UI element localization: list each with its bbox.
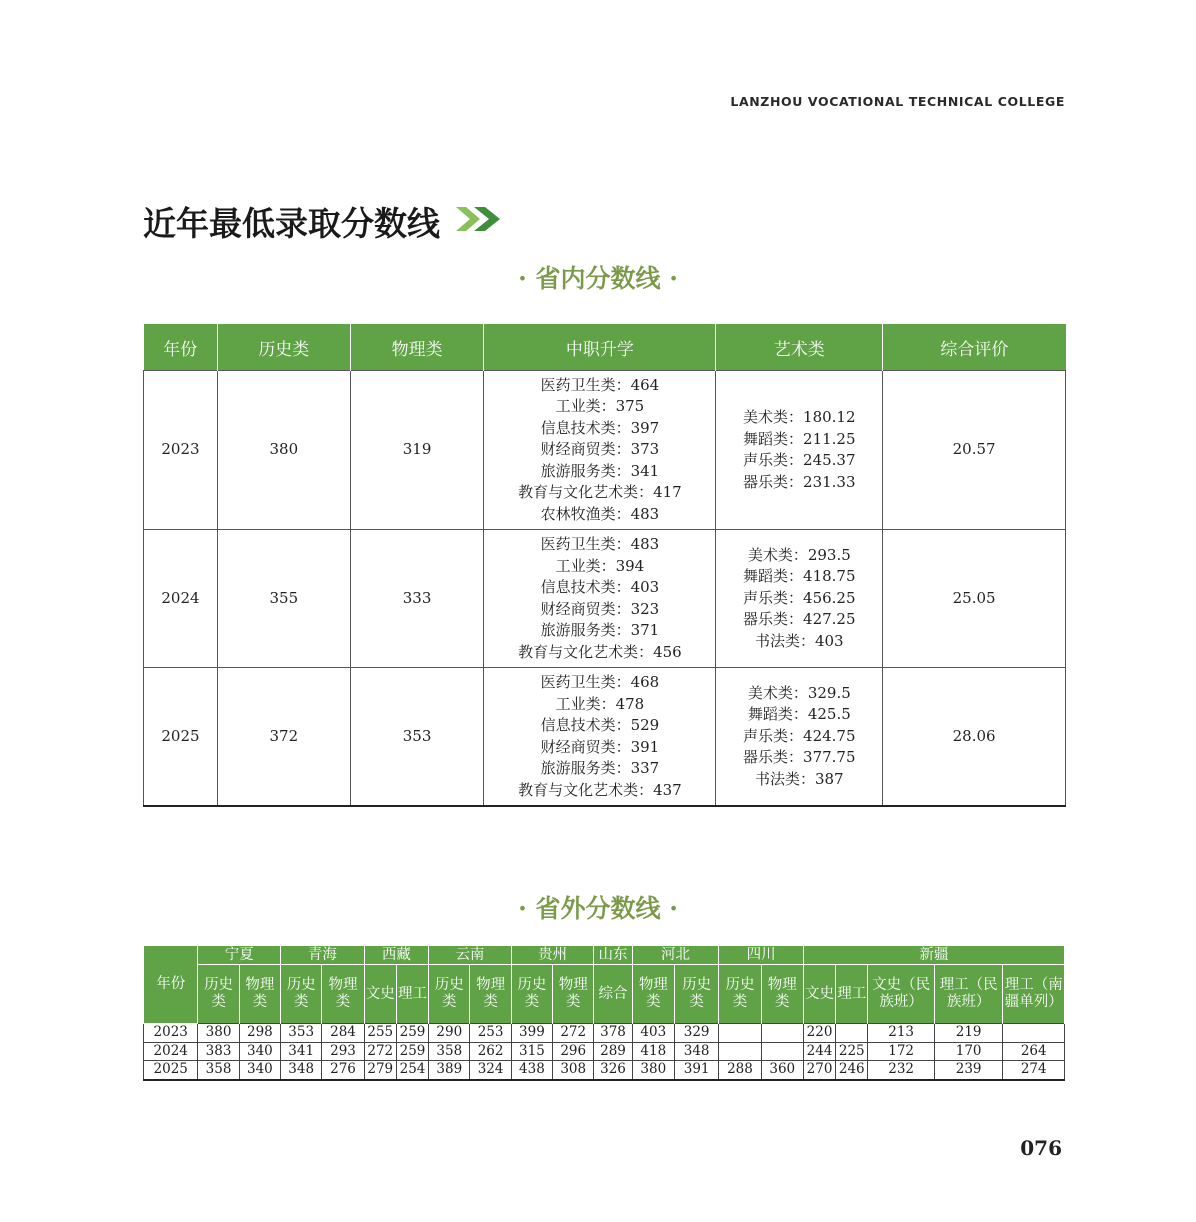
- vocational-score-line: 医药卫生类：483: [540, 535, 660, 553]
- category-header: 理工: [836, 965, 868, 1024]
- physics-score-cell: 319: [350, 371, 484, 530]
- table-row: [144, 1024, 1065, 1043]
- vocational-score-line: 教育与文化艺术类：456: [518, 642, 682, 661]
- vocational-score-line: 旅游服务类：341: [540, 461, 660, 480]
- page-number: 076: [1020, 1136, 1062, 1160]
- category-header: 文史: [364, 965, 396, 1024]
- vocational-score-line: 工业类：478: [555, 694, 645, 713]
- col-header-physics: 物理类: [350, 324, 484, 371]
- vocational-scores-cell: [484, 371, 716, 530]
- vocational-score-line: 财经商贸类：373: [540, 440, 660, 459]
- art-scores-cell: [716, 371, 883, 530]
- out-province-score-table: [143, 946, 1065, 1081]
- score-cell: 329: [674, 1024, 718, 1043]
- art-score-line: 美术类：180.12: [743, 408, 856, 426]
- art-score-line: 器乐类：231.33: [743, 472, 856, 491]
- score-cell: 213: [868, 1024, 935, 1043]
- score-cell: 172: [868, 1042, 935, 1061]
- score-cell: 220: [803, 1024, 835, 1043]
- score-cell: 262: [470, 1042, 511, 1061]
- category-header: 历史类: [198, 965, 239, 1024]
- col-header-history: 历史类: [217, 324, 350, 371]
- table-row: [144, 668, 1066, 807]
- score-cell: 272: [553, 1024, 594, 1043]
- province-header: 贵州: [511, 946, 594, 965]
- year-cell: 2023: [144, 1024, 198, 1043]
- province-header: 云南: [429, 946, 512, 965]
- score-cell: 340: [239, 1042, 280, 1061]
- score-cell: 438: [511, 1061, 552, 1080]
- score-cell: 358: [429, 1042, 470, 1061]
- province-header: 青海: [281, 946, 365, 965]
- vocational-scores-cell: [484, 530, 716, 668]
- score-cell: 348: [281, 1061, 322, 1080]
- col-header-year: 年份: [144, 946, 198, 1024]
- vocational-score-line: 医药卫生类：464: [540, 375, 660, 394]
- score-cell: [719, 1024, 761, 1043]
- score-cell: 296: [553, 1042, 594, 1061]
- double-chevron-right-icon: [456, 202, 502, 241]
- comprehensive-score-cell: 25.05: [883, 530, 1066, 668]
- score-cell: 284: [322, 1024, 364, 1043]
- score-cell: 298: [239, 1024, 280, 1043]
- physics-score-cell: 353: [350, 668, 484, 807]
- page-title-text: 近年最低录取分数线: [143, 204, 440, 243]
- art-score-line: 舞蹈类：425.5: [747, 705, 851, 724]
- province-header: 河北: [632, 946, 719, 965]
- table-row: [144, 371, 1066, 530]
- category-header-row: [144, 965, 1065, 1024]
- vocational-score-line: 工业类：375: [555, 397, 645, 416]
- category-header: 理工: [396, 965, 428, 1024]
- score-cell: 290: [429, 1024, 470, 1043]
- vocational-score-line: 信息技术类：397: [540, 418, 660, 437]
- col-header-vocational: 中职升学: [484, 324, 716, 371]
- category-header: 物理类: [322, 965, 364, 1024]
- vocational-score-line: 教育与文化艺术类：437: [518, 780, 682, 799]
- col-header-comprehensive: 综合评价: [883, 324, 1066, 371]
- college-name-header: LANZHOU VOCATIONAL TECHNICAL COLLEGE: [730, 94, 1065, 109]
- score-cell: [719, 1042, 761, 1061]
- score-cell: 378: [594, 1024, 632, 1043]
- history-score-cell: 372: [217, 668, 350, 807]
- vocational-score-line: 财经商贸类：323: [540, 599, 660, 618]
- score-cell: 259: [396, 1024, 428, 1043]
- vocational-score-line: 教育与文化艺术类：417: [518, 483, 682, 502]
- out-province-table-body: [144, 1024, 1065, 1080]
- vocational-score-line: 农林牧渔类：483: [540, 504, 660, 523]
- score-cell: 360: [761, 1061, 803, 1080]
- art-score-line: 器乐类：377.75: [743, 748, 856, 767]
- vocational-score-line: 工业类：394: [555, 556, 645, 575]
- province-header: 西藏: [364, 946, 428, 965]
- score-cell: 358: [198, 1061, 239, 1080]
- year-cell: 2024: [144, 530, 218, 668]
- score-cell: 255: [364, 1024, 396, 1043]
- score-cell: 270: [803, 1061, 835, 1080]
- art-score-line: 美术类：329.5: [747, 683, 851, 702]
- score-cell: 254: [396, 1061, 428, 1080]
- art-score-line: 声乐类：245.37: [743, 451, 856, 469]
- history-score-cell: 355: [217, 530, 350, 668]
- score-cell: 225: [836, 1042, 868, 1061]
- score-cell: 264: [1003, 1042, 1065, 1061]
- category-header: 历史类: [511, 965, 552, 1024]
- score-cell: 340: [239, 1061, 280, 1080]
- score-cell: 246: [836, 1061, 868, 1080]
- art-score-line: 舞蹈类：211.25: [743, 429, 856, 448]
- province-header: 四川: [719, 946, 804, 965]
- year-cell: 2023: [144, 371, 218, 530]
- art-score-line: 美术类：293.5: [747, 545, 851, 564]
- province-header: 新疆: [803, 946, 1064, 965]
- score-cell: [1003, 1024, 1065, 1043]
- vocational-score-line: 信息技术类：529: [540, 716, 660, 734]
- score-cell: 399: [511, 1024, 552, 1043]
- score-cell: 244: [803, 1042, 835, 1061]
- col-header-art: 艺术类: [716, 324, 883, 371]
- category-header: 历史类: [429, 965, 470, 1024]
- comprehensive-score-cell: 28.06: [883, 668, 1066, 807]
- category-header: 文史: [803, 965, 835, 1024]
- score-cell: [761, 1024, 803, 1043]
- art-score-line: 书法类：403: [754, 631, 844, 650]
- score-cell: 259: [396, 1042, 428, 1061]
- score-cell: 289: [594, 1042, 632, 1061]
- category-header: 物理类: [632, 965, 674, 1024]
- table-row: [144, 1042, 1065, 1061]
- province-header: 山东: [594, 946, 632, 965]
- score-cell: 315: [511, 1042, 552, 1061]
- vocational-scores-cell: [484, 668, 716, 807]
- score-cell: 232: [868, 1061, 935, 1080]
- vocational-score-line: 旅游服务类：337: [540, 759, 660, 777]
- category-header: 理工（民族班）: [934, 965, 1003, 1024]
- comprehensive-score-cell: 20.57: [883, 371, 1066, 530]
- score-cell: 391: [674, 1061, 718, 1080]
- table-row: [144, 530, 1066, 668]
- art-score-line: 书法类：387: [754, 769, 844, 788]
- score-cell: 348: [674, 1042, 718, 1061]
- year-cell: 2024: [144, 1042, 198, 1061]
- score-cell: 380: [632, 1061, 674, 1080]
- score-cell: 170: [934, 1042, 1003, 1061]
- category-header: 物理类: [761, 965, 803, 1024]
- score-cell: 219: [934, 1024, 1003, 1043]
- art-score-line: 器乐类：427.25: [743, 610, 856, 629]
- score-cell: 279: [364, 1061, 396, 1080]
- year-cell: 2025: [144, 668, 218, 807]
- out-province-section-title: · 省外分数线 ·: [518, 894, 678, 923]
- score-cell: 308: [553, 1061, 594, 1080]
- score-cell: 274: [1003, 1061, 1065, 1080]
- page-title: [143, 198, 502, 245]
- physics-score-cell: 333: [350, 530, 484, 668]
- score-cell: 353: [281, 1024, 322, 1043]
- score-cell: 403: [632, 1024, 674, 1043]
- category-header: 文史（民族班）: [868, 965, 935, 1024]
- score-cell: 239: [934, 1061, 1003, 1080]
- category-header: 历史类: [281, 965, 322, 1024]
- category-header: 历史类: [674, 965, 718, 1024]
- score-cell: 253: [470, 1024, 511, 1043]
- score-cell: 380: [198, 1024, 239, 1043]
- score-cell: 383: [198, 1042, 239, 1061]
- vocational-score-line: 信息技术类：403: [540, 578, 660, 596]
- art-score-line: 声乐类：424.75: [743, 726, 856, 745]
- score-cell: [761, 1042, 803, 1061]
- score-cell: 293: [322, 1042, 364, 1061]
- vocational-score-line: 财经商贸类：391: [540, 737, 660, 756]
- art-scores-cell: [716, 668, 883, 807]
- art-score-line: 声乐类：456.25: [743, 588, 856, 607]
- vocational-score-line: 旅游服务类：371: [540, 621, 660, 639]
- table-row: [144, 1061, 1065, 1080]
- score-cell: 341: [281, 1042, 322, 1061]
- score-cell: 288: [719, 1061, 761, 1080]
- vocational-score-line: 医药卫生类：468: [540, 673, 660, 691]
- year-cell: 2025: [144, 1061, 198, 1080]
- category-header: 理工（南疆单列）: [1003, 965, 1065, 1024]
- col-header-year: 年份: [144, 324, 218, 371]
- history-score-cell: 380: [217, 371, 350, 530]
- art-score-line: 舞蹈类：418.75: [743, 567, 856, 586]
- in-province-header-row: [144, 324, 1066, 371]
- category-header: 物理类: [239, 965, 280, 1024]
- category-header: 综合: [594, 965, 632, 1024]
- score-cell: 276: [322, 1061, 364, 1080]
- in-province-section-title: · 省内分数线 ·: [518, 264, 678, 293]
- score-cell: [836, 1024, 868, 1043]
- category-header: 历史类: [719, 965, 761, 1024]
- score-cell: 389: [429, 1061, 470, 1080]
- in-province-score-table: [143, 324, 1066, 807]
- province-header: 宁夏: [198, 946, 281, 965]
- category-header: 物理类: [553, 965, 594, 1024]
- score-cell: 418: [632, 1042, 674, 1061]
- score-cell: 324: [470, 1061, 511, 1080]
- art-scores-cell: [716, 530, 883, 668]
- category-header: 物理类: [470, 965, 511, 1024]
- province-header-row: [144, 946, 1065, 965]
- score-cell: 326: [594, 1061, 632, 1080]
- score-cell: 272: [364, 1042, 396, 1061]
